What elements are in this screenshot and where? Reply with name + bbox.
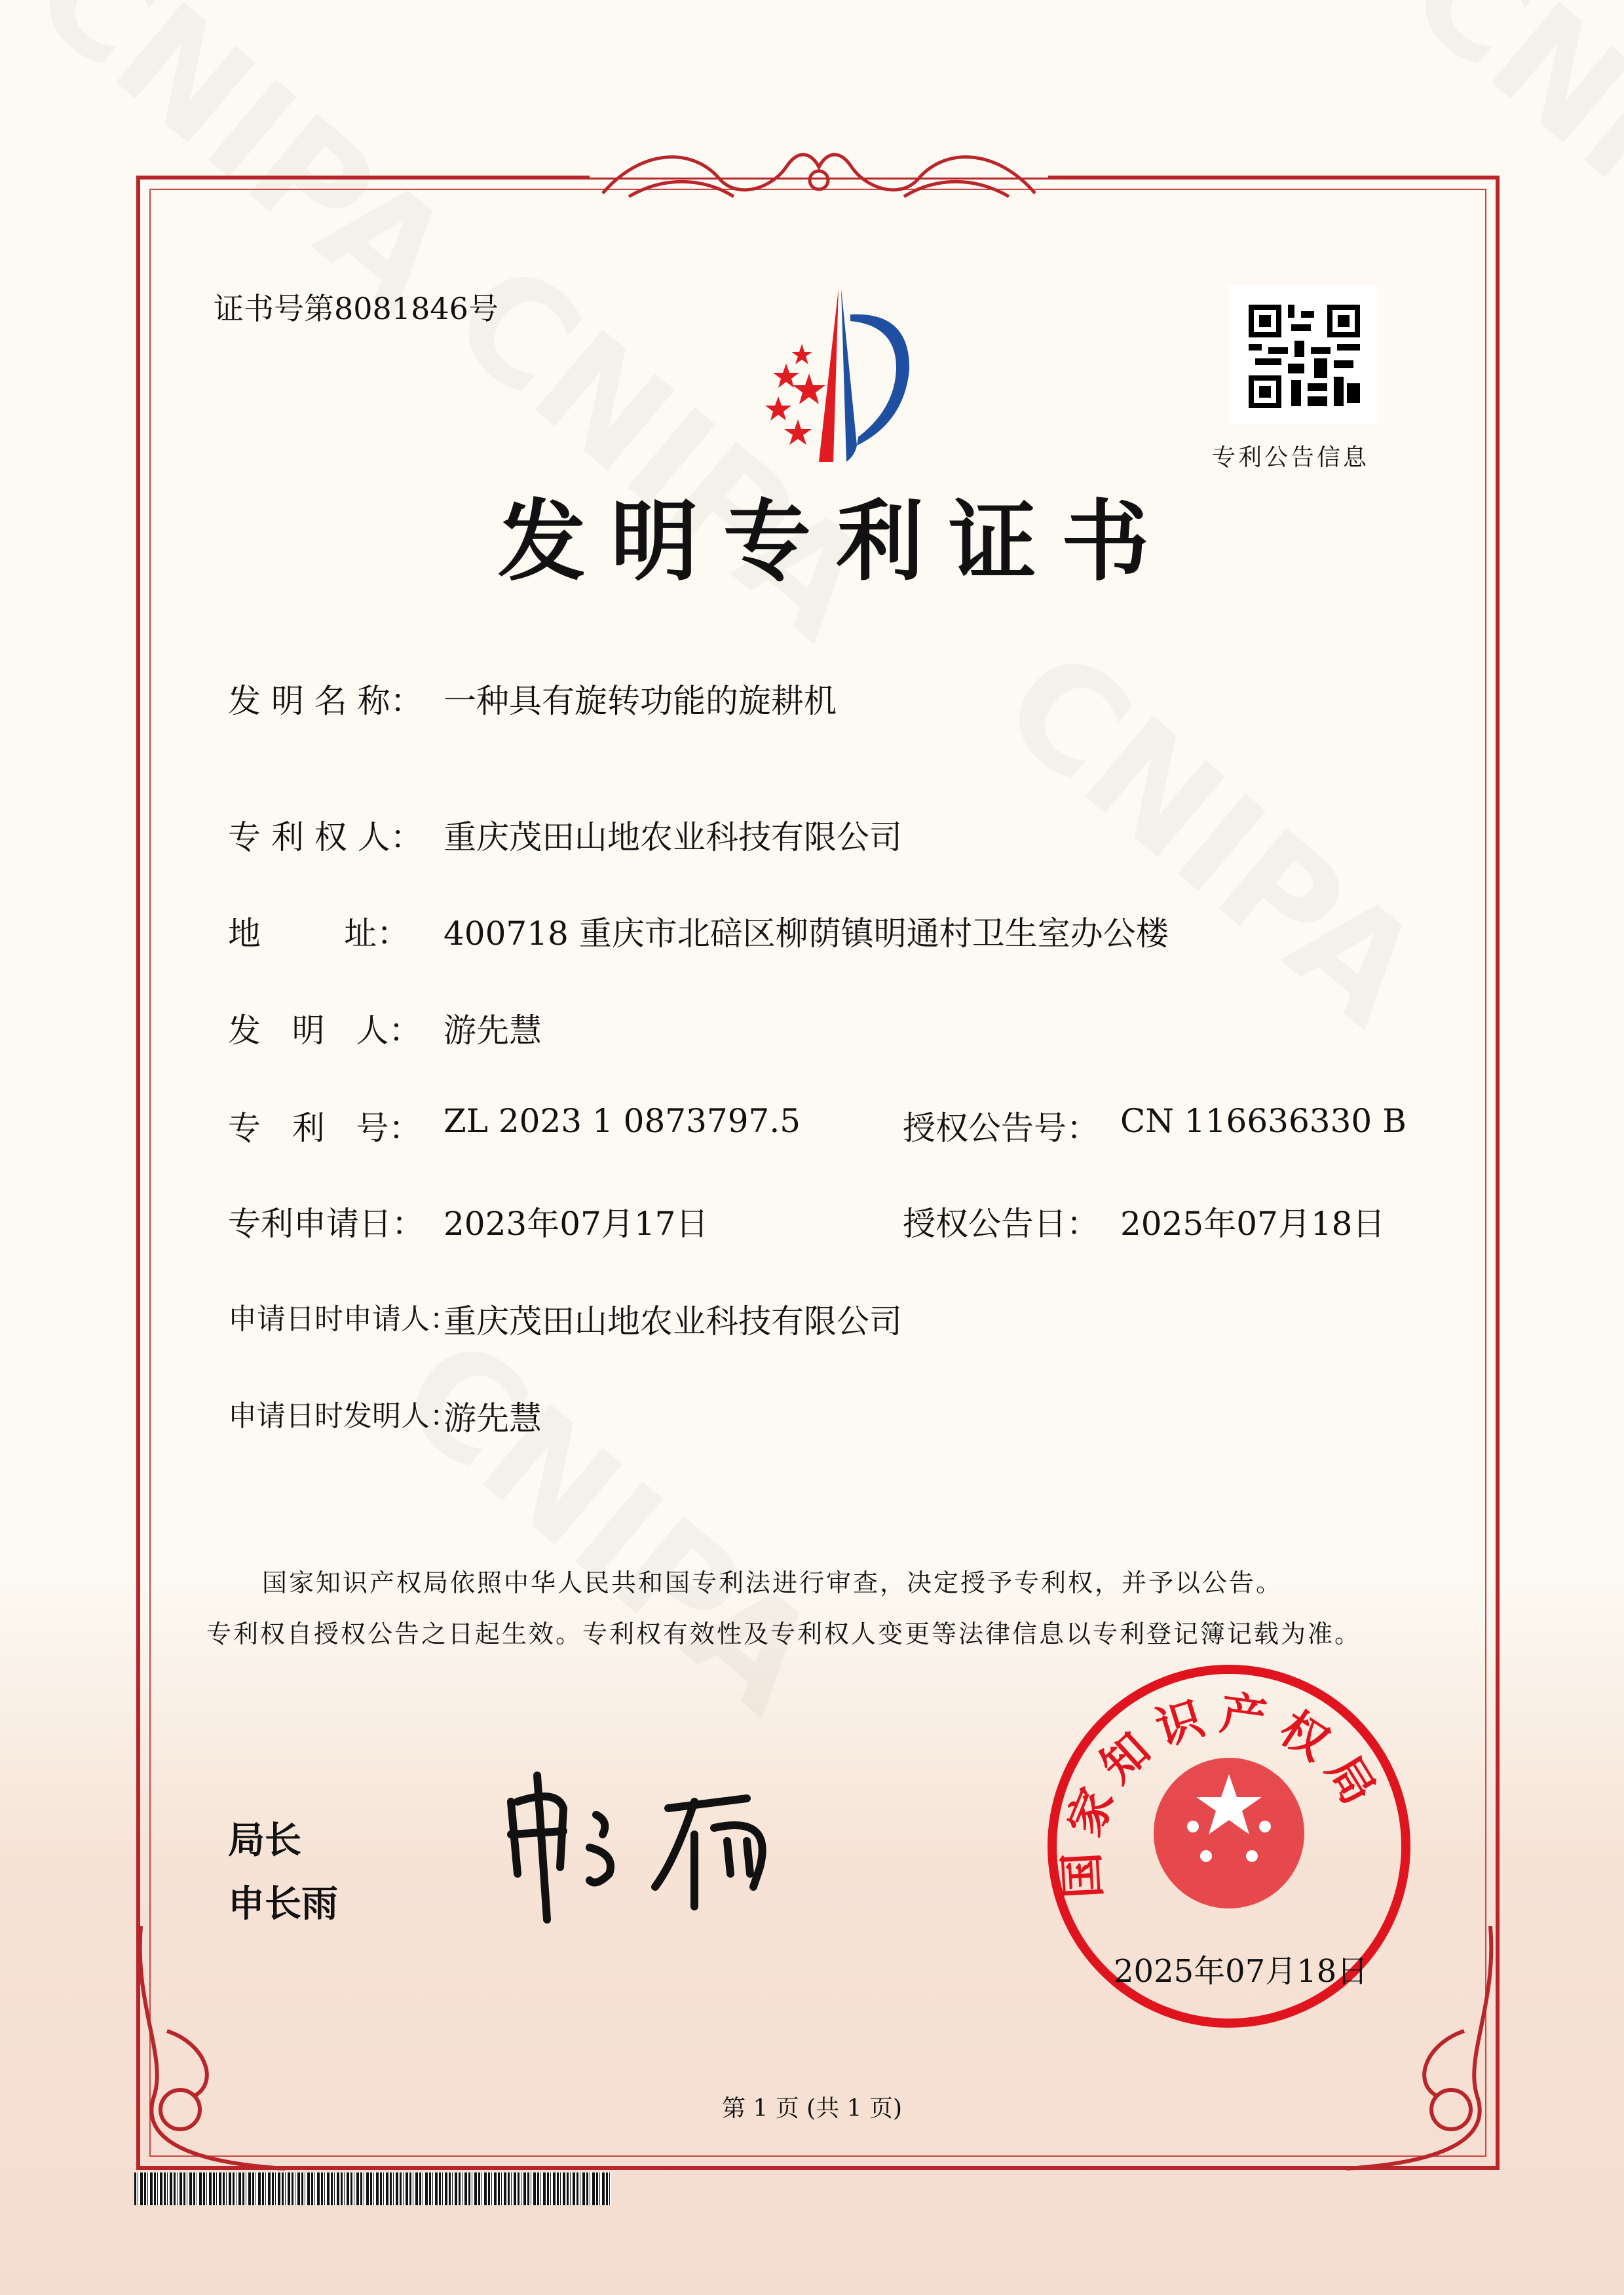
field-value-applicant-at-filing: 重庆茂田山地农业科技有限公司 [444,1302,902,1340]
field-value-patentee: 重庆茂田山地农业科技有限公司 [444,818,902,856]
field-value-patent-number: ZL 2023 1 0873797.5 [444,1102,801,1140]
seal-text: 国家知识产权局 [1054,1686,1392,1900]
top-ornament [590,134,1048,213]
field-label-grant-pub-date: 授权公告日： [903,1205,1099,1243]
corner-ornament-left [128,1926,298,2175]
field-value-grant-pub-date: 2025年07月18日 [1120,1205,1386,1243]
page-title: 发明专利证书 [498,491,1175,593]
field-label-address: 地 址： [228,915,410,953]
qr-code[interactable] [1229,285,1378,425]
statement-line-1: 国家知识产权局依照中华人民共和国专利法进行审查，决定授予专利权，并予以公告。 [262,1568,1283,1597]
corner-ornament-right [1333,1926,1503,2175]
field-label-grant-pub-number: 授权公告号： [903,1109,1099,1147]
qr-label: 专利公告信息 [1212,444,1370,471]
director-signature [498,1762,839,1926]
field-label-filing-date: 专利申请日： [228,1205,425,1243]
cnipa-logo [694,285,943,468]
field-label-patent-number: 专 利 号： [228,1109,422,1147]
certificate-number: 证书号第8081846号 [214,291,499,326]
field-value-address: 400718 重庆市北碚区柳荫镇明通村卫生室办公楼 [444,915,1169,953]
field-value-grant-pub-number: CN 116636330 B [1120,1102,1407,1140]
field-label-inventor-at-filing: 申请日时发明人： [228,1399,459,1433]
field-label-applicant-at-filing: 申请日时申请人： [228,1302,459,1336]
statement-line-2: 专利权自授权公告之日起生效。专利权有效性及专利权人变更等法律信息以专利登记簿记载为准。 [206,1620,1362,1648]
field-label-inventor: 发 明 人： [228,1012,422,1050]
field-label-invention-name: 发 明 名 称： [228,682,423,720]
barcode [134,2172,611,2205]
field-value-inventor-at-filing: 游先慧 [444,1399,542,1437]
field-label-patentee: 专 利 权 人： [228,818,423,856]
field-value-inventor: 游先慧 [444,1012,542,1050]
field-value-invention-name: 一种具有旋转功能的旋耕机 [444,682,837,720]
seal-date: 2025年07月18日 [1114,1953,1369,1990]
director-name: 申长雨 [228,1883,338,1925]
director-title: 局长 [228,1819,301,1862]
page-number: 第 1 页 (共 1 页) [721,2095,903,2122]
field-value-filing-date: 2023年07月17日 [444,1205,709,1243]
